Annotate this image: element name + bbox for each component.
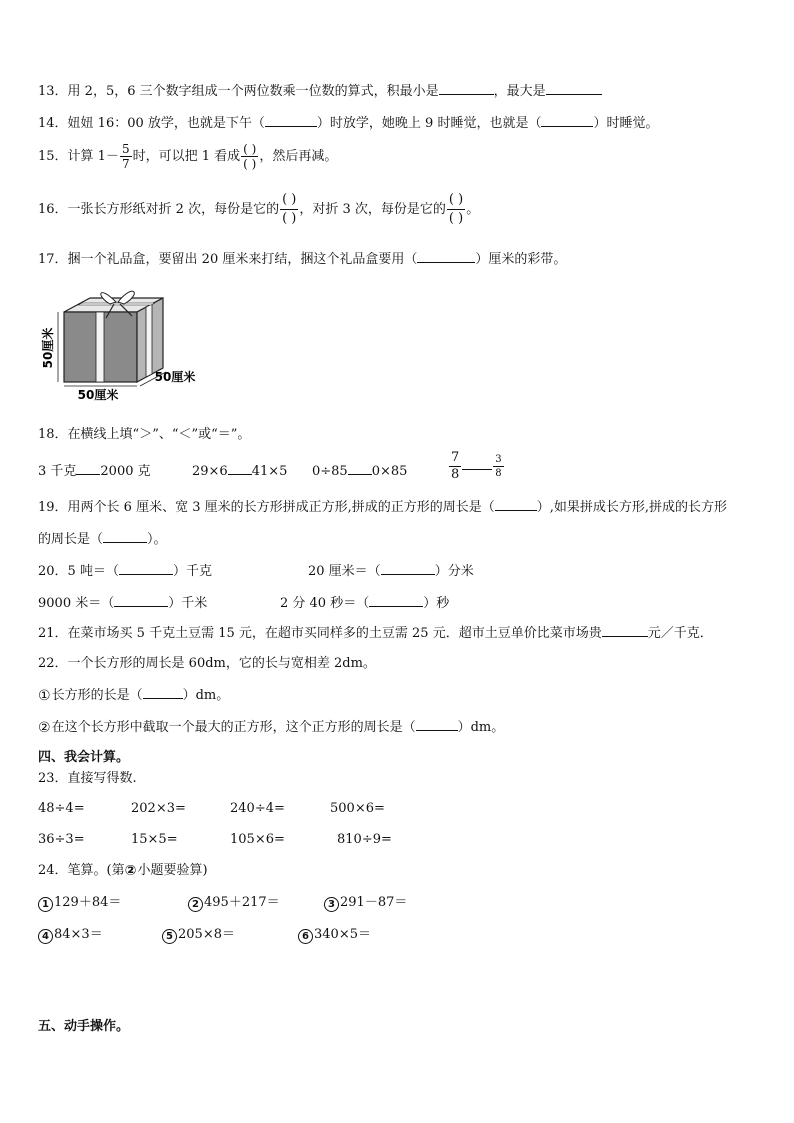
circled-number: ② <box>38 720 51 736</box>
q17-text-a: 17．捆一个礼品盒，要留出 20 厘米来打结，捆这个礼品盒要用（ <box>38 252 418 267</box>
q13-text: 13．用 2，5，6 三个数字组成一个两位数乘一位数的算式，积最小是 <box>38 84 439 99</box>
calc-expression: 84×3＝ <box>54 927 103 942</box>
question-22: 22．一个长方形的周长是 60dm，它的长与宽相差 2dm。 <box>38 656 376 671</box>
q15-text-b: 时，可以把 1 看成 <box>132 149 241 164</box>
fraction-denominator: 7 <box>121 157 130 171</box>
circled-number: 3 <box>324 897 339 912</box>
written-calc-item <box>38 894 121 912</box>
q19-text-b: ）,如果拼成长方形,拼成的长方形 <box>536 500 728 515</box>
fraction-denominator: ( ) <box>448 211 464 226</box>
question-15 <box>38 142 337 171</box>
question-21 <box>38 624 713 643</box>
answer-blank[interactable] <box>114 594 168 607</box>
compare-item-3 <box>312 462 407 481</box>
calc-expression: 291－87＝ <box>340 895 408 910</box>
calc-item: 36÷3= <box>38 832 85 847</box>
answer-blank[interactable] <box>228 462 252 475</box>
calc-expression: 129＋84＝ <box>54 895 122 910</box>
section-heading-5: 五、动手操作。 <box>38 1019 130 1034</box>
q14-text-b: ）时放学，她晚上 9 时睡觉，也就是（ <box>316 116 542 131</box>
answer-blank[interactable] <box>546 82 602 95</box>
fraction-numerator: 5 <box>121 142 130 156</box>
answer-blank[interactable] <box>381 562 435 575</box>
calc-item: 500×6= <box>330 801 385 816</box>
q22-text: ）dm。 <box>457 720 505 735</box>
calc-expression: 205×8＝ <box>178 927 235 942</box>
compare-item-1 <box>38 462 151 481</box>
compare-item-4 <box>448 450 505 483</box>
circled-number: 5 <box>162 929 177 944</box>
width-label: 50厘米 <box>77 388 119 402</box>
height-label: 50厘米 <box>41 327 55 369</box>
compare-left: 29×6 <box>192 464 228 479</box>
answer-blank[interactable] <box>119 562 173 575</box>
question-19 <box>38 498 727 517</box>
fraction-blank[interactable] <box>241 142 258 171</box>
question-17 <box>38 250 566 269</box>
calc-expression: 495＋217＝ <box>204 895 280 910</box>
answer-blank[interactable] <box>602 624 648 637</box>
fraction <box>493 453 503 480</box>
q20-text: 2 分 40 秒＝（ <box>280 596 370 611</box>
answer-blank[interactable] <box>348 462 372 475</box>
answer-blank[interactable] <box>541 114 593 127</box>
q21-text-b: 元／千克． <box>647 626 713 641</box>
gift-box-illustration <box>38 280 208 405</box>
fraction <box>449 450 461 483</box>
q20-unit: ）分米 <box>434 564 474 579</box>
q14-text-a: 14．妞妞 16：00 放学，也就是下午（ <box>38 116 265 131</box>
calc-item: 15×5= <box>131 832 178 847</box>
calc-item: 810÷9= <box>337 832 392 847</box>
calc-item: 48÷4= <box>38 801 85 816</box>
q24-title-a: 24．笔算。(第 <box>38 863 125 878</box>
written-calc-item <box>298 926 371 944</box>
circled-number: 6 <box>298 929 313 944</box>
circled-number: 2 <box>188 897 203 912</box>
question-23: 23．直接写得数. <box>38 771 137 786</box>
circled-number: ① <box>38 688 51 704</box>
fraction-numerator: ( ) <box>243 142 257 156</box>
question-16 <box>38 191 479 228</box>
answer-blank[interactable] <box>265 114 317 127</box>
calc-item: 240÷4= <box>230 801 285 816</box>
compare-right: 0×85 <box>371 464 408 479</box>
written-calc-item <box>188 894 280 912</box>
question-22-part-1 <box>38 686 229 705</box>
q24-title-b: 小题要验算) <box>137 863 208 878</box>
question-18: 18．在横线上填“＞”、“＜”或“＝”。 <box>38 427 251 442</box>
q22-text: 在这个长方形中截取一个最大的正方形，这个正方形的周长是（ <box>51 720 416 735</box>
q20-unit: ）千米 <box>168 596 208 611</box>
answer-blank[interactable] <box>143 686 183 699</box>
question-13 <box>38 82 602 101</box>
written-calc-item <box>38 926 103 944</box>
q20-unit: ）秒 <box>423 596 450 611</box>
answer-blank[interactable] <box>462 457 492 470</box>
ribbon-side <box>146 304 152 377</box>
q22-text: ）dm。 <box>182 688 230 703</box>
calc-expression: 340×5＝ <box>314 927 371 942</box>
question-22-part-2 <box>38 718 504 737</box>
compare-left: 0÷85 <box>312 464 348 479</box>
fraction-denominator: ( ) <box>243 157 257 171</box>
answer-blank[interactable] <box>416 718 458 731</box>
q15-text-a: 15．计算 1－ <box>38 149 119 164</box>
fraction-blank[interactable] <box>280 191 298 228</box>
circled-number: 4 <box>38 929 53 944</box>
fraction <box>120 142 132 171</box>
fraction-numerator: 3 <box>495 454 502 465</box>
q20-text: 20 厘米＝（ <box>308 564 381 579</box>
q21-text-a: 21．在菜市场买 5 千克土豆需 15 元，在超市买同样多的土豆需 25 元．超市土豆单价比菜市场贵 <box>38 626 602 641</box>
depth-label: 50厘米 <box>154 370 196 384</box>
ribbon-top <box>78 303 155 305</box>
q14-text-c: ）时睡觉。 <box>593 116 659 131</box>
answer-blank[interactable] <box>369 594 423 607</box>
fraction-numerator: ( ) <box>447 191 465 210</box>
q15-text-c: ，然后再减。 <box>259 149 338 164</box>
q20-unit: ）千克 <box>172 564 212 579</box>
q13-mid: ，最大是 <box>493 84 546 99</box>
written-calc-item <box>162 926 235 944</box>
circled-number: 1 <box>38 897 53 912</box>
answer-blank[interactable] <box>495 498 537 511</box>
written-calc-item <box>324 894 407 912</box>
question-20-d <box>280 594 449 613</box>
q16-text-c: 。 <box>466 202 480 217</box>
q19-text-c: 的周长是（ <box>38 532 104 547</box>
q20-text: 20．5 吨＝（ <box>38 564 119 579</box>
fraction-blank[interactable] <box>447 191 465 228</box>
fraction-denominator: 8 <box>451 467 460 482</box>
answer-blank[interactable] <box>417 250 475 263</box>
compare-left: 3 千克 <box>38 464 77 479</box>
question-20-c <box>38 594 207 613</box>
answer-blank[interactable] <box>439 82 494 95</box>
q20-text: 9000 米＝（ <box>38 596 115 611</box>
q22-text: 长方形的长是（ <box>51 688 143 703</box>
q19-text-a: 19．用两个长 6 厘米、宽 3 厘米的长方形拼成正方形,拼成的正方形的周长是（ <box>38 500 495 515</box>
compare-item-2 <box>192 462 287 481</box>
question-14 <box>38 114 658 133</box>
question-24 <box>38 862 208 880</box>
fraction-denominator: ( ) <box>282 211 297 226</box>
fraction-denominator: 8 <box>495 468 502 479</box>
question-20-a <box>38 562 212 581</box>
answer-blank[interactable] <box>76 462 100 475</box>
q17-text-b: ）厘米的彩带。 <box>475 252 567 267</box>
compare-right: 2000 克 <box>100 464 151 479</box>
compare-right: 41×5 <box>251 464 288 479</box>
question-20-b <box>308 562 474 581</box>
answer-blank[interactable] <box>103 530 147 543</box>
calc-item: 202×3= <box>131 801 186 816</box>
circled-number: ② <box>124 863 137 879</box>
section-heading-4: 四、我会计算。 <box>38 750 130 765</box>
q16-text-a: 16．一张长方形纸对折 2 次，每份是它的 <box>38 202 280 217</box>
q16-text-b: ，对折 3 次，每份是它的 <box>299 202 446 217</box>
q19-text-d: ）。 <box>147 532 167 547</box>
fraction-numerator: 7 <box>451 450 460 465</box>
question-19-cont <box>38 530 167 549</box>
ribbon-front <box>96 312 104 382</box>
calc-item: 105×6= <box>230 832 285 847</box>
fraction-numerator: ( ) <box>280 191 298 210</box>
